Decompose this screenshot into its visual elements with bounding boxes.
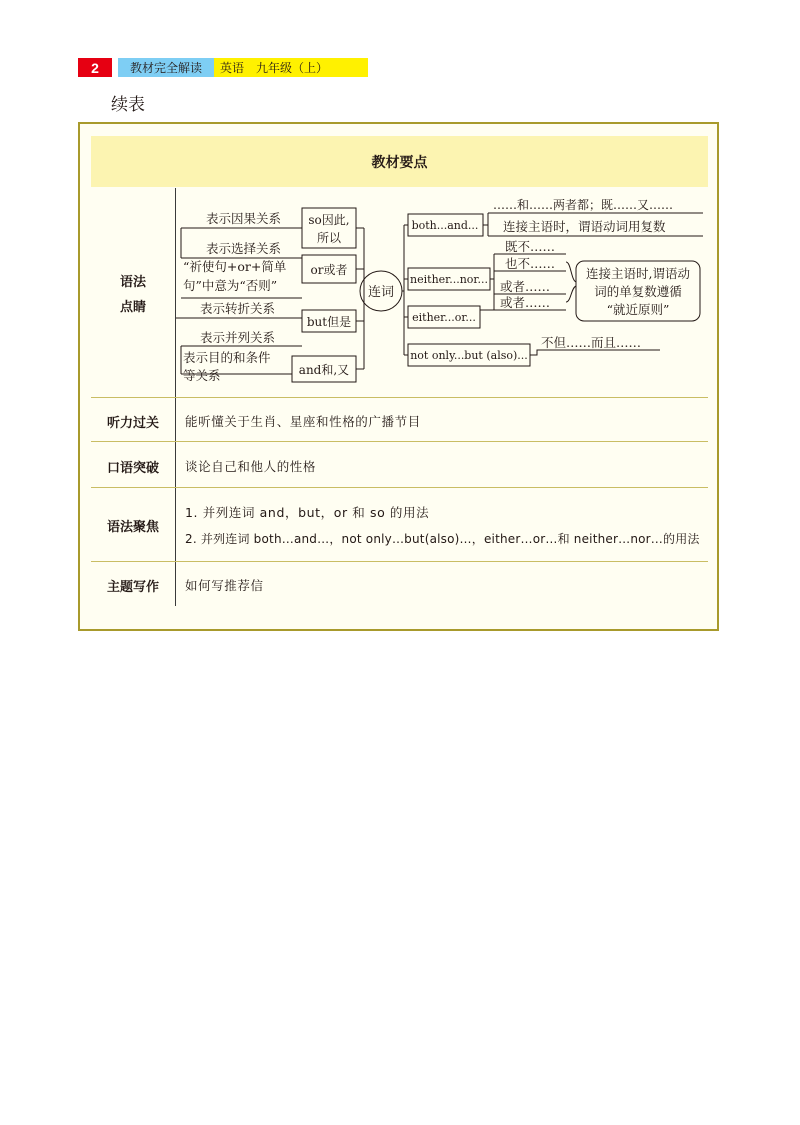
relation-purpose-1: 表示目的和条件 — [183, 350, 271, 365]
row-content-speaking: 谈论自己和他人的性格 — [185, 459, 317, 474]
row-content-writing: 如何写推荐信 — [185, 578, 264, 593]
relation-purpose-2: 等关系 — [183, 368, 221, 383]
relation-choice-note-1: “祈使句+or+简单 — [183, 259, 287, 274]
phrase-both-and: both...and... — [411, 219, 479, 232]
conj-and: and和,又 — [298, 363, 350, 377]
phrase-either-or: either...or... — [412, 311, 476, 324]
center-conjunction: 连词 — [367, 285, 395, 300]
note-both-rule: 连接主语时，谓语动词用复数 — [503, 219, 666, 234]
row-label-speaking: 口语突破 — [106, 461, 159, 476]
phrase-not-only-but-also: not only...but (also)... — [410, 349, 528, 362]
book-name: 教材完全解读 — [118, 58, 214, 77]
rule-line-2: 词的单复数遵循 — [594, 284, 682, 299]
note-not-only: 不但……而且…… — [541, 335, 642, 350]
page-number: 2 — [78, 58, 112, 77]
relation-cause: 表示因果关系 — [206, 211, 282, 226]
conj-but: but但是 — [306, 315, 352, 329]
conj-so-1: so因此, — [308, 213, 350, 227]
row-label-listening: 听力过关 — [106, 416, 159, 431]
rule-line-3: “就近原则” — [606, 302, 670, 317]
continued-label: 续表 — [111, 95, 145, 115]
phrase-neither-nor: neither...nor... — [410, 273, 488, 286]
note-or: 或者…… — [500, 295, 551, 310]
grammar-label-line1: 语法 — [119, 275, 146, 290]
rule-line-1: 连接主语时,谓语动 — [586, 266, 690, 281]
row-content-listening: 能听懂关于生肖、星座和性格的广播节目 — [185, 414, 421, 429]
note-both-meaning: ……和……两者都；既……又…… — [493, 198, 674, 212]
note-neither: 既不…… — [505, 239, 556, 254]
table-heading: 教材要点 — [91, 136, 708, 187]
row-label-writing: 主题写作 — [106, 580, 159, 595]
row-content-grammar-focus-1: 1. 并列连词 and，but，or 和 so 的用法 — [185, 505, 430, 520]
note-either: 或者…… — [500, 279, 551, 294]
subject: 英语 — [220, 61, 245, 75]
relation-choice: 表示选择关系 — [206, 241, 282, 256]
grammar-label-line2: 点睛 — [119, 300, 146, 315]
row-label-grammar-focus: 语法聚焦 — [106, 520, 159, 535]
relation-contrast: 表示转折关系 — [200, 301, 276, 316]
note-nor: 也不…… — [505, 256, 556, 271]
relation-parallel: 表示并列关系 — [200, 330, 276, 345]
row-content-grammar-focus-2: 2. 并列连词 both…and…，not only…but(also)…，either…or…和 neither…nor…的用法 — [185, 532, 700, 546]
relation-choice-note-2: 句”中意为“否则” — [183, 278, 278, 293]
conj-or: or或者 — [310, 263, 348, 277]
grade: 九年级（上） — [256, 61, 329, 75]
conj-so-2: 所以 — [316, 231, 342, 245]
